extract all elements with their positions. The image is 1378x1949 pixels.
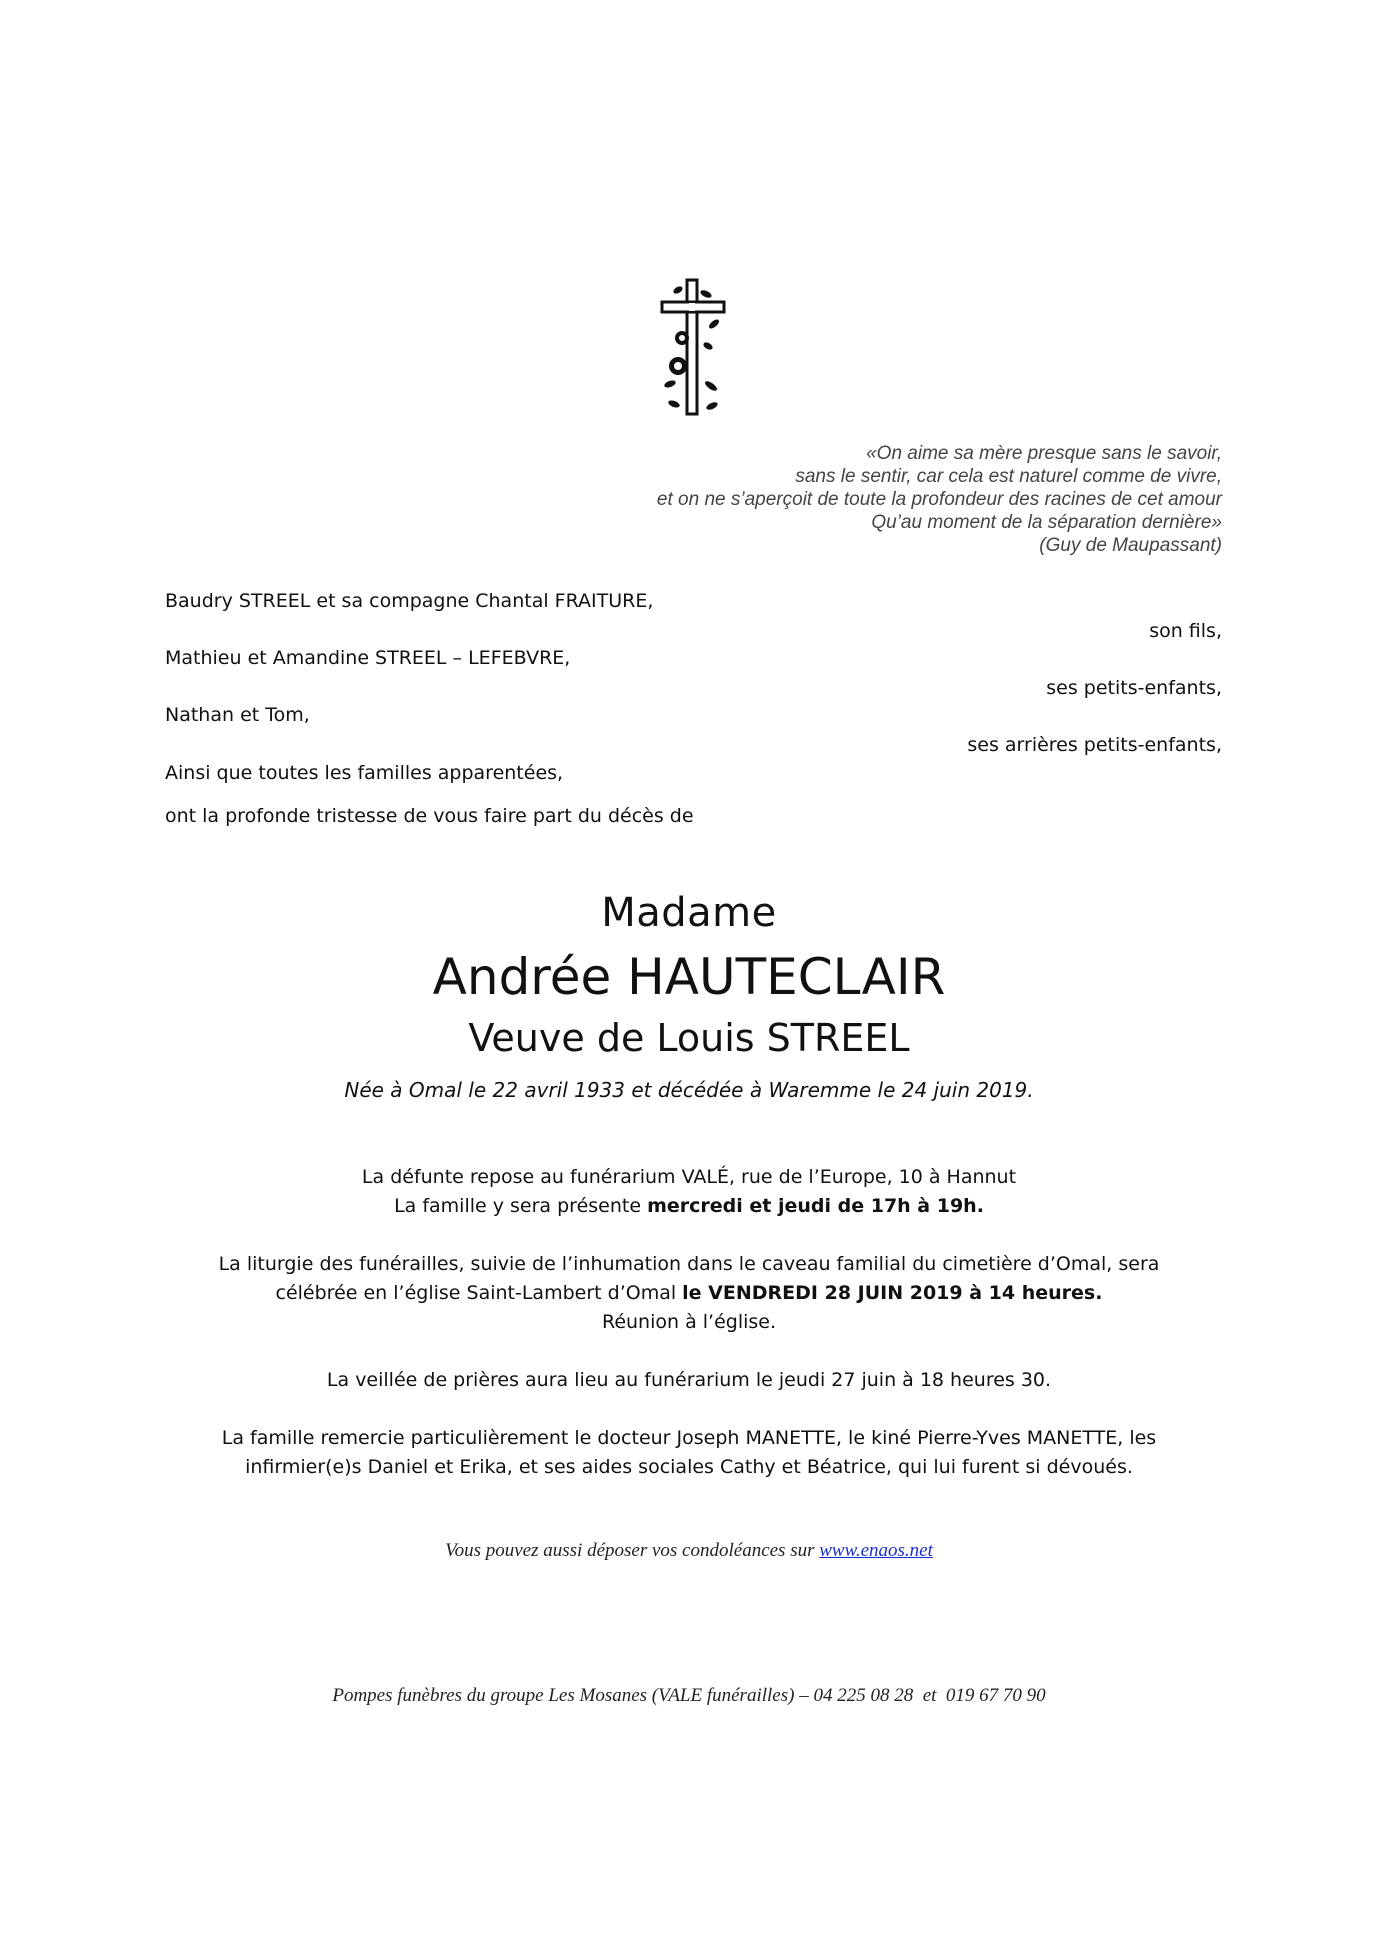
thanks-line: infirmier(e)s Daniel et Erika, et ses aides sociales Cathy et Béatrice, qui lui furent si dévoués. <box>245 1456 1133 1478</box>
presence-times: mercredi et jeudi de 17h à 19h. <box>647 1195 984 1217</box>
quote-line: «On aime sa mère presque sans le savoir, <box>866 443 1222 464</box>
vigil: La veillée de prières aura lieu au funérarium le jeudi 27 juin à 18 heures 30. <box>326 1369 1052 1391</box>
quote-line: Qu’au moment de la séparation dernière» <box>871 512 1222 533</box>
thanks <box>0 1424 1378 1482</box>
family-member-great-grandchildren: Nathan et Tom, <box>165 704 310 726</box>
thanks-line: La famille remercie particulièrement le docteur Joseph MANETTE, le kiné Pierre-Yves MANETTE, les <box>221 1427 1157 1449</box>
announcement-line: ont la profonde tristesse de vous faire part du décès de <box>165 805 694 827</box>
rest-line: La défunte repose au funérarium VALÉ, rue de l’Europe, 10 à Hannut <box>361 1166 1017 1188</box>
liturgy-date: le VENDREDI 28 JUIN 2019 à 14 heures. <box>682 1282 1103 1304</box>
liturgy-line: La liturgie des funérailles, suivie de l’inhumation dans le caveau familial du cimetière d’Omal, sera <box>218 1253 1160 1275</box>
liturgy-line: célébrée en l’église Saint-Lambert d’Omal le VENDREDI 28 JUIN 2019 à 14 heures. <box>275 1282 1103 1304</box>
family-member-son: Baudry STREEL et sa compagne Chantal FRAITURE, <box>165 590 654 612</box>
relation-grandchildren: ses petits-enfants, <box>1046 677 1222 699</box>
quote-line: et on ne s’aperçoit de toute la profondeur des racines de cet amour <box>656 489 1222 510</box>
cross-with-roses-icon <box>656 276 730 418</box>
related-families: Ainsi que toutes les familles apparentées, <box>165 762 564 784</box>
quote-line: sans le sentir, car cela est naturel comme de vivre, <box>795 466 1222 487</box>
relation-son: son fils, <box>1149 620 1222 642</box>
deceased-dates: Née à Omal le 22 avril 1933 et décédée à Waremme le 24 juin 2019. <box>344 1078 1034 1102</box>
liturgy-line: Réunion à l’église. <box>601 1311 777 1333</box>
condolences-link[interactable]: www.enaos.net <box>819 1540 933 1561</box>
presence-line: La famille y sera présente mercredi et jeudi de 17h à 19h. <box>394 1195 984 1217</box>
condolences: Vous pouvez aussi déposer vos condoléances sur www.enaos.net <box>445 1540 933 1561</box>
rest-location <box>0 1163 1378 1221</box>
relation-great-grandchildren: ses arrières petits-enfants, <box>967 734 1222 756</box>
quote <box>462 442 1222 557</box>
family-member-grandchildren: Mathieu et Amandine STREEL – LEFEBVRE, <box>165 647 571 669</box>
deceased-title: Madame <box>601 890 777 936</box>
footer-funeral-home: Pompes funèbres du groupe Les Mosanes (VALE funérailles) – 04 225 08 28 et 019 67 70 90 <box>332 1685 1046 1706</box>
deceased-widow-of: Veuve de Louis STREEL <box>468 1016 910 1060</box>
quote-author: (Guy de Maupassant) <box>1039 535 1222 556</box>
deceased-name: Andrée HAUTECLAIR <box>432 948 946 1006</box>
liturgy <box>0 1250 1378 1337</box>
